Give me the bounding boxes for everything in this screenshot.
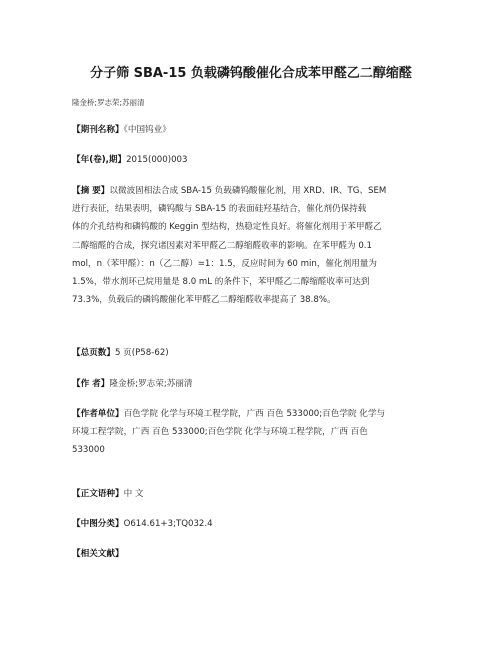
abstract-line: 73.3%，负载后的磷钨酸催化苯甲醛乙二醇缩醛收率提高了 38.8%。 <box>72 295 336 306</box>
pages-label: 【总页数】 <box>72 348 115 358</box>
pages-value: 5 页(P58-62) <box>114 348 169 358</box>
abstract-line: 1.5%，带水剂环己烷用量是 8.0 mL 的条件下，苯甲醛乙二醇缩醛收率可达到 <box>72 277 370 288</box>
pages-field <box>72 344 434 362</box>
author-field <box>72 375 434 393</box>
affiliation-line: 百色学院 化学与环境工程学院，广西 百色 533000;百色学院 化学与 <box>123 409 386 419</box>
abstract-line: mol，n（苯甲醛）：n（乙二醇）=1：1.5，反应时间为 60 min，催化剂用量为 <box>72 258 377 269</box>
related-literature-field <box>72 545 434 563</box>
author-label: 【作 者】 <box>72 379 110 389</box>
authors-line: 隆金桥;罗志荣;苏丽清 <box>72 98 145 107</box>
affiliation-field <box>72 405 434 460</box>
classification-field <box>72 515 434 533</box>
related-literature-label: 【相关文献】 <box>72 549 124 559</box>
year-volume-issue-value: 2015(000)003 <box>126 155 188 165</box>
classification-label: 【中图分类】 <box>72 519 124 529</box>
year-volume-issue-label: 【年(卷),期】 <box>72 155 127 165</box>
abstract-line: 进行表征，结果表明，磷钨酸与 SBA-15 的表面硅羟基结合，催化剂仍保持载 <box>72 204 367 215</box>
language-field <box>72 485 434 503</box>
journal-value: 《中国钨业》 <box>123 125 171 135</box>
abstract-line: 二醇缩醛的合成，探究诸因素对苯甲醛乙二醇缩醛收率的影响。在苯甲醛为 0.1 <box>72 240 372 251</box>
abstract-field <box>72 182 434 309</box>
abstract-line: 以微波固相法合成 SBA-15 负载磷钨酸催化剂，用 XRD、IR、TG、SEM <box>109 186 387 196</box>
abstract-label: 【摘 要】 <box>72 186 110 196</box>
classification-value: O614.61+3;TQ032.4 <box>123 519 213 529</box>
journal-label: 【期刊名称】 <box>72 125 124 135</box>
abstract-line: 体的介孔结构和磷钨酸的 Keggin 型结构，热稳定性良好。将催化剂用于苯甲醛乙 <box>72 222 382 233</box>
year-volume-issue-field <box>72 151 434 169</box>
document-title: 分子筛 SBA-15 负载磷钨酸催化合成苯甲醛乙二醇缩醛 <box>90 66 412 81</box>
author-value: 隆金桥;罗志荣;苏丽清 <box>109 379 193 389</box>
affiliation-line: 环境工程学院，广西 百色 533000;百色学院 化学与环境工程学院，广西 百色 <box>72 427 368 438</box>
affiliation-label: 【作者单位】 <box>72 409 124 419</box>
journal-field <box>72 121 434 139</box>
language-value: 中 文 <box>123 489 144 499</box>
affiliation-line: 533000 <box>72 445 105 456</box>
language-label: 【正文语种】 <box>72 489 124 499</box>
